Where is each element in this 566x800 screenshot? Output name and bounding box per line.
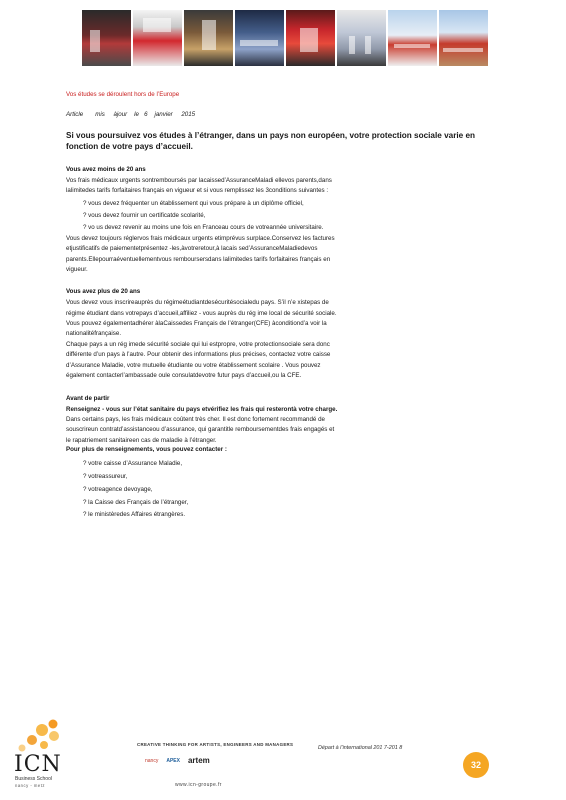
body-line: etjustificatifs de paiementetprésentez -les,àvotreretour,à lacais sed’AssuranceMaladiedevos (66, 245, 318, 252)
campus-photo (388, 10, 437, 66)
body-line: parents.Ellepourraéventuellementvous remboursersdans lalimitedes tarifs forfaitaires français en (66, 256, 331, 263)
body-line: Dans certains pays, les frais médicaux coûtent très cher. Il est donc fortement recommandé de (66, 416, 325, 423)
campus-photo (133, 10, 182, 66)
article-date: Article mis àjour le 6 janvier 2015 (66, 111, 196, 118)
body-line: également contacterl’ambassade oule consulatdevotre futur pays d’accueil,ou la CFE. (66, 372, 302, 379)
nancy-logo: nancy (145, 757, 159, 764)
body-line: Pour plus de renseignements, vous pouvez contacter : (66, 446, 227, 453)
bullet-item: ? la Caisse des Français de l’étranger, (83, 499, 189, 506)
body-line: Chaque pays a un rég imede sécurité sociale qui lui estpropre, votre protectionsociale sera donc (66, 341, 330, 348)
creative-thinking-tagline: CREATIVE THINKING FOR ARTISTS, ENGINEERS AND MANAGERS (137, 742, 294, 747)
body-line: Vos frais médicaux urgents sontremboursés par lacaissed’AssuranceMaladi ellevos parents,dans (66, 177, 332, 184)
lead-paragraph: Si vous poursuivez vos études à l’étranger, dans un pays non européen, votre protection sociale varie en fonction de votre pays d’accueil. (66, 131, 476, 151)
bullet-item: ? vo us devez revenir au moins une fois en Franceau cours de votreannée universitaire. (83, 224, 324, 231)
school-location: nancy - metz (15, 783, 45, 788)
school-subtitle: Business School (15, 776, 52, 782)
heading-under-20: Vous avez moins de 20 ans (66, 166, 146, 173)
body-line: différente d’un pays à l’autre. Pour obtenir des informations plus précises, contactez votre caisse (66, 351, 331, 358)
bullet-item: ? vous devez fréquenter un établissement qui vous prépare à un diplôme officiel, (83, 200, 304, 207)
campus-photo (286, 10, 335, 66)
body-line: Renseignez - vous sur l’état sanitaire du pays etvérifiez les frais qui resterontà votre charge. (66, 406, 338, 413)
campus-photo (82, 10, 131, 66)
page-number-badge: 32 (463, 752, 489, 778)
campus-photo (439, 10, 488, 66)
body-line: lalimitedes tarifs forfaitaires français en vigueur et si vous remplissez les 3conditions suivantes : (66, 187, 329, 194)
bullet-item: ? le ministèredes Affaires étrangères. (83, 511, 186, 518)
bullet-item: ? votreagence devoyage, (83, 486, 153, 493)
body-line: Vous devez toujours réglervos frais médicaux urgents etimprévus surplace.Conservez les factures (66, 235, 335, 242)
body-line: nationalitéfrançaise. (66, 330, 122, 337)
body-line: le rapatriement sanitaireen cas de maladie à l’étranger. (66, 437, 217, 444)
website-url: www.icn-groupe.fr (175, 782, 222, 788)
campus-photo (337, 10, 386, 66)
body-line: souscrireun contratd’assistanceou d’assurance, qui garantitle remboursementdes frais engagés et (66, 426, 335, 433)
heading-over-20: Vous avez plus de 20 ans (66, 288, 141, 295)
heading-before-leaving: Avant de partir (66, 395, 110, 402)
apex-logo: APEX (166, 757, 180, 764)
body-line: vigueur. (66, 266, 88, 273)
footer-document-title: Départ à l’international 201 7-201 8 (318, 745, 403, 751)
school-logo-text: ICN (14, 752, 62, 777)
body-line: régime étudiant dans votrepays d’accueil,affiliez - vous auprès du rég ime local de sécurité sociale. (66, 310, 337, 317)
campus-photo (184, 10, 233, 66)
artem-logo: artem (187, 756, 210, 765)
partner-logos (145, 756, 210, 765)
campus-photo (235, 10, 284, 66)
section-title: Vos études se déroulent hors de l’Europe (66, 91, 180, 98)
body-line: Vous pouvez égalementadhérer àlaCaissedes Français de l’étranger(CFE) àconditiond’a voir la (66, 320, 327, 327)
bullet-item: ? votre caisse d’Assurance Maladie, (83, 460, 183, 467)
bullet-item: ? vous devez fournir un certificatde scolarité, (83, 212, 206, 219)
body-line: Vous devez vous inscrireauprès du régimeétudiantdesécuritésocialedu pays. S’il n’e xistepas de (66, 299, 329, 306)
bullet-item: ? votreassureur, (83, 473, 128, 480)
header-photo-strip (82, 10, 490, 66)
body-line: d’Assurance Maladie, votre mutuelle étudiante ou votre établissement scolaire . Vous pouvez (66, 362, 321, 369)
